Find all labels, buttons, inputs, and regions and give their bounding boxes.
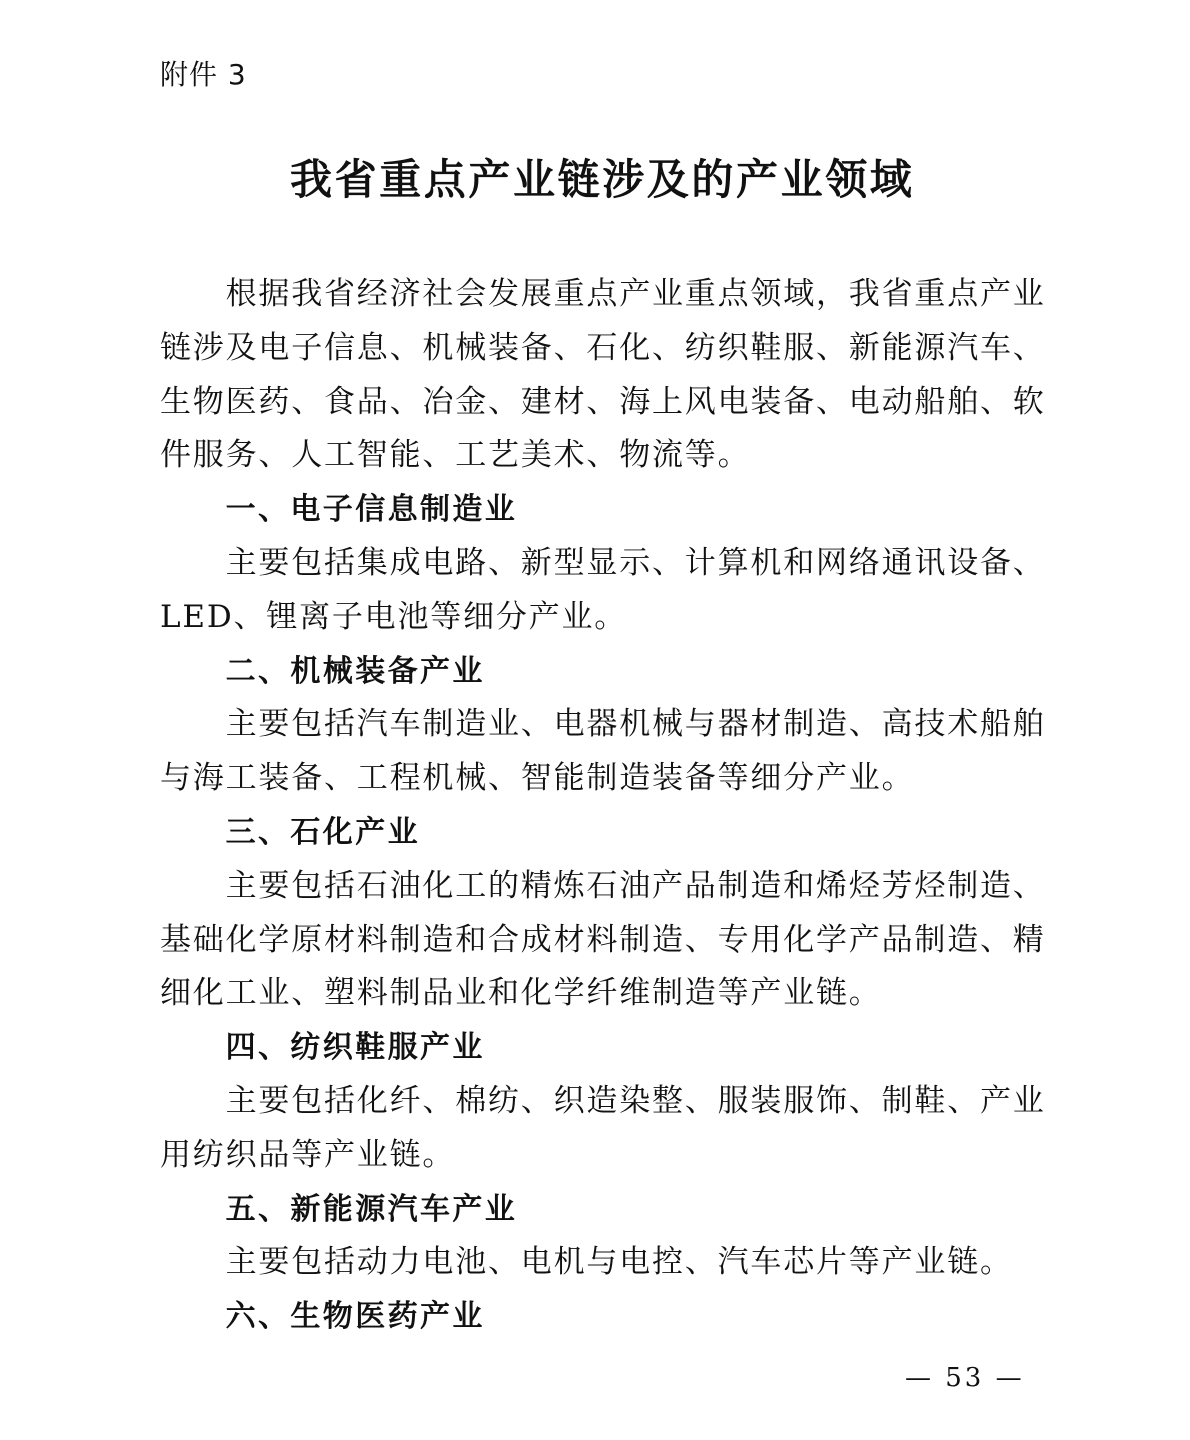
- section-line: 主要包括汽车制造业、电器机械与器材制造、高技术船舶: [225, 706, 1046, 743]
- intro-line: 链涉及电子信息、机械装备、石化、纺织鞋服、新能源汽车、: [160, 329, 1046, 366]
- section-line: 基础化学原材料制造和合成材料制造、专用化学产品制造、精: [160, 921, 1046, 958]
- section-heading-petrochemical: 三、石化产业: [225, 814, 420, 850]
- section-heading-electronics: 一、电子信息制造业: [225, 492, 518, 528]
- intro-line: 件服务、人工智能、工艺美术、物流等。: [160, 437, 751, 474]
- section-line: 用纺织品等产业链。: [160, 1136, 456, 1173]
- section-heading-new-energy-vehicles: 五、新能源汽车产业: [225, 1191, 518, 1227]
- document-title: 我省重点产业链涉及的产业领域: [290, 155, 915, 204]
- intro-line: 根据我省经济社会发展重点产业重点领域，我省重点产业: [225, 276, 1046, 312]
- section-line: 与海工装备、工程机械、智能制造装备等细分产业。: [160, 760, 915, 797]
- document-body: [160, 268, 1050, 1344]
- section-line: LED、锂离子电池等细分产业。: [160, 598, 628, 635]
- intro-line: 生物医药、食品、冶金、建材、海上风电装备、电动船舶、软: [160, 383, 1046, 420]
- page-number: — 53 —: [905, 1363, 1025, 1393]
- section-heading-biomedicine: 六、生物医药产业: [225, 1299, 485, 1335]
- section-line: 细化工业、塑料制品业和化学纤维制造等产业链。: [160, 975, 882, 1012]
- section-line: 主要包括动力电池、电机与电控、汽车芯片等产业链。: [225, 1244, 1013, 1281]
- section-heading-machinery: 二、机械装备产业: [225, 653, 485, 689]
- attachment-label: 附件 3: [160, 58, 247, 91]
- section-line: 主要包括石油化工的精炼石油产品制造和烯烃芳烃制造、: [225, 867, 1046, 904]
- section-heading-textile: 四、纺织鞋服产业: [225, 1030, 485, 1066]
- section-line: 主要包括化纤、棉纺、织造染整、服装服饰、制鞋、产业: [225, 1082, 1046, 1119]
- section-line: 主要包括集成电路、新型显示、计算机和网络通讯设备、: [225, 544, 1046, 581]
